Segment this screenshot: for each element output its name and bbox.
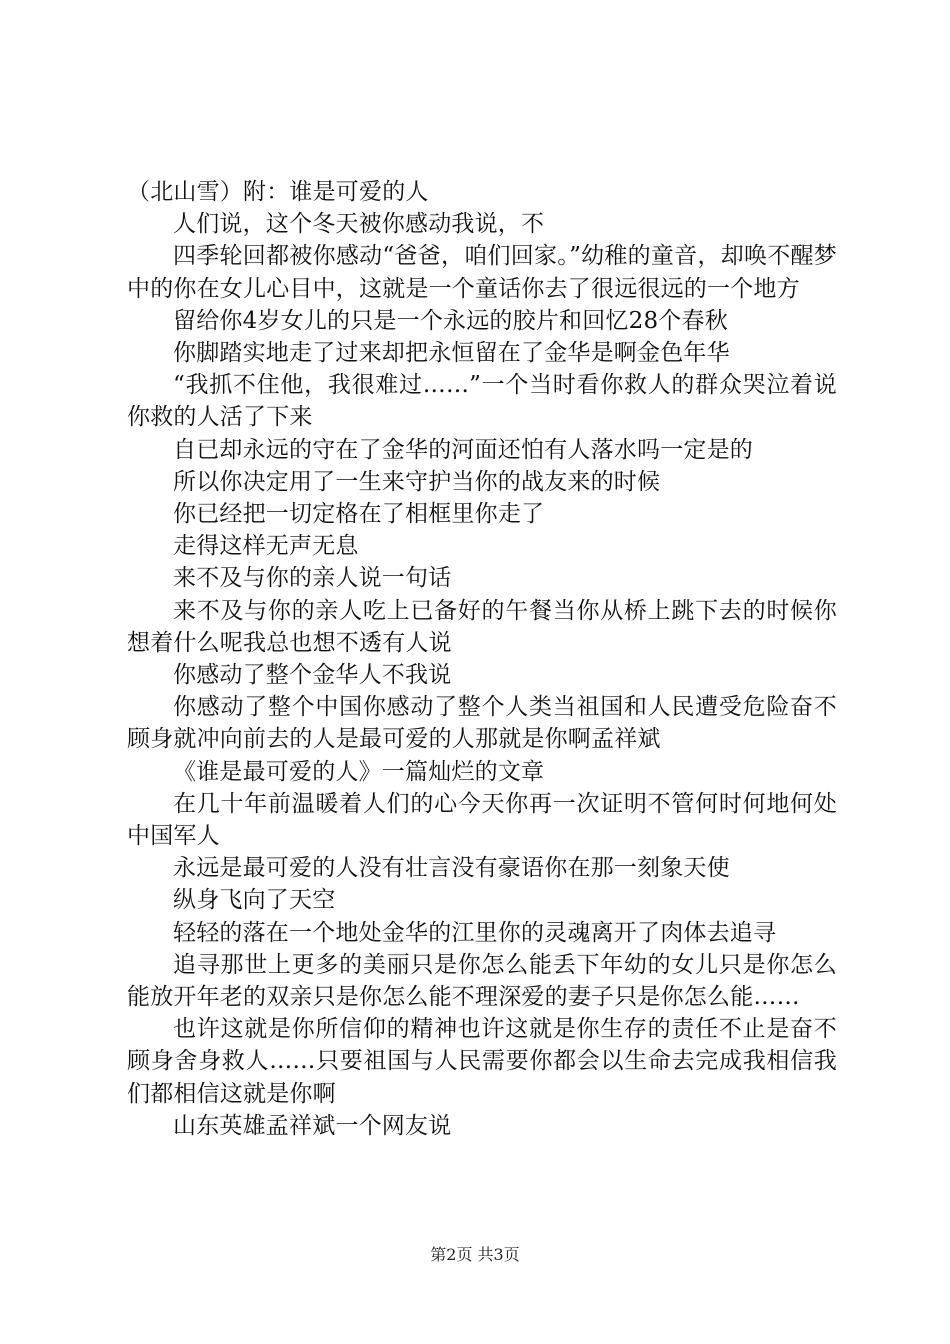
paragraph: 所以你决定用了一生来守护当你的战友来的时候 bbox=[173, 468, 661, 495]
paragraph-title: （北山雪）附：谁是可爱的人 bbox=[127, 179, 429, 205]
paragraph: 走得这样无声无息 bbox=[173, 533, 359, 560]
paragraph: 《谁是最可爱的人》一篇灿烂的文章 bbox=[173, 758, 545, 785]
page-number-footer: 第2页 共3页 bbox=[430, 1245, 520, 1264]
paragraph: 山东英雄孟祥斌一个网友说 bbox=[173, 1112, 452, 1139]
paragraph: 自已却永远的守在了金华的河面还怕有人落水吗一定是的 bbox=[173, 436, 753, 463]
paragraph: 留给你4岁女儿的只是一个永远的胶片和回忆28个春秋 bbox=[173, 307, 728, 334]
paragraph: 来不及与你的亲人吃上已备好的午餐当你从桥上跳下去的时候你想着什么呢我总也想不透有人说 bbox=[127, 597, 837, 656]
paragraph: 来不及与你的亲人说一句话 bbox=[173, 565, 452, 592]
paragraph: 也许这就是你所信仰的精神也许这就是你生存的责任不止是奋不顾身舍身救人……只要祖国与人民需要你都会以生命去完成我相信我们都相信这就是你啊 bbox=[127, 1016, 837, 1107]
body-text bbox=[127, 176, 837, 1142]
paragraph: 追寻那世上更多的美丽只是你怎么能丢下年幼的女儿只是你怎么能放开年老的双亲只是你怎么能不理深爱的妻子只是你怎么能…… bbox=[127, 951, 837, 1011]
paragraph: 你已经把一切定格在了相框里你走了 bbox=[173, 501, 545, 528]
paragraph: 纵身飞向了天空 bbox=[173, 887, 336, 914]
paragraph: 在几十年前温暖着人们的心今天你再一次证明不管何时何地何处中国军人 bbox=[127, 790, 837, 850]
paragraph: 永远是最可爱的人没有壮言没有豪语你在那一刻象天使 bbox=[173, 855, 730, 882]
paragraph: 你感动了整个中国你感动了整个人类当祖国和人民遭受危险奋不顾身就冲向前去的人是最可爱的人那就是你啊孟祥斌 bbox=[127, 694, 837, 753]
paragraph: “我抓不住他，我很难过……”一个当时看你救人的群众哭泣着说你救的人活了下来 bbox=[127, 372, 837, 431]
paragraph: 你脚踏实地走了过来却把永恒留在了金华是啊金色年华 bbox=[173, 340, 730, 367]
paragraph: 你感动了整个金华人不我说 bbox=[173, 662, 452, 689]
paragraph: 轻轻的落在一个地处金华的江里你的灵魂离开了肉体去追寻 bbox=[173, 919, 777, 946]
paragraph: 人们说，这个冬天被你感动我说，不 bbox=[173, 211, 545, 238]
paragraph: 四季轮回都被你感动“爸爸，咱们回家。”幼稚的童音，却唤不醒梦中的你在女儿心目中，这就是一个童话你去了很远很远的一个地方 bbox=[127, 243, 837, 302]
